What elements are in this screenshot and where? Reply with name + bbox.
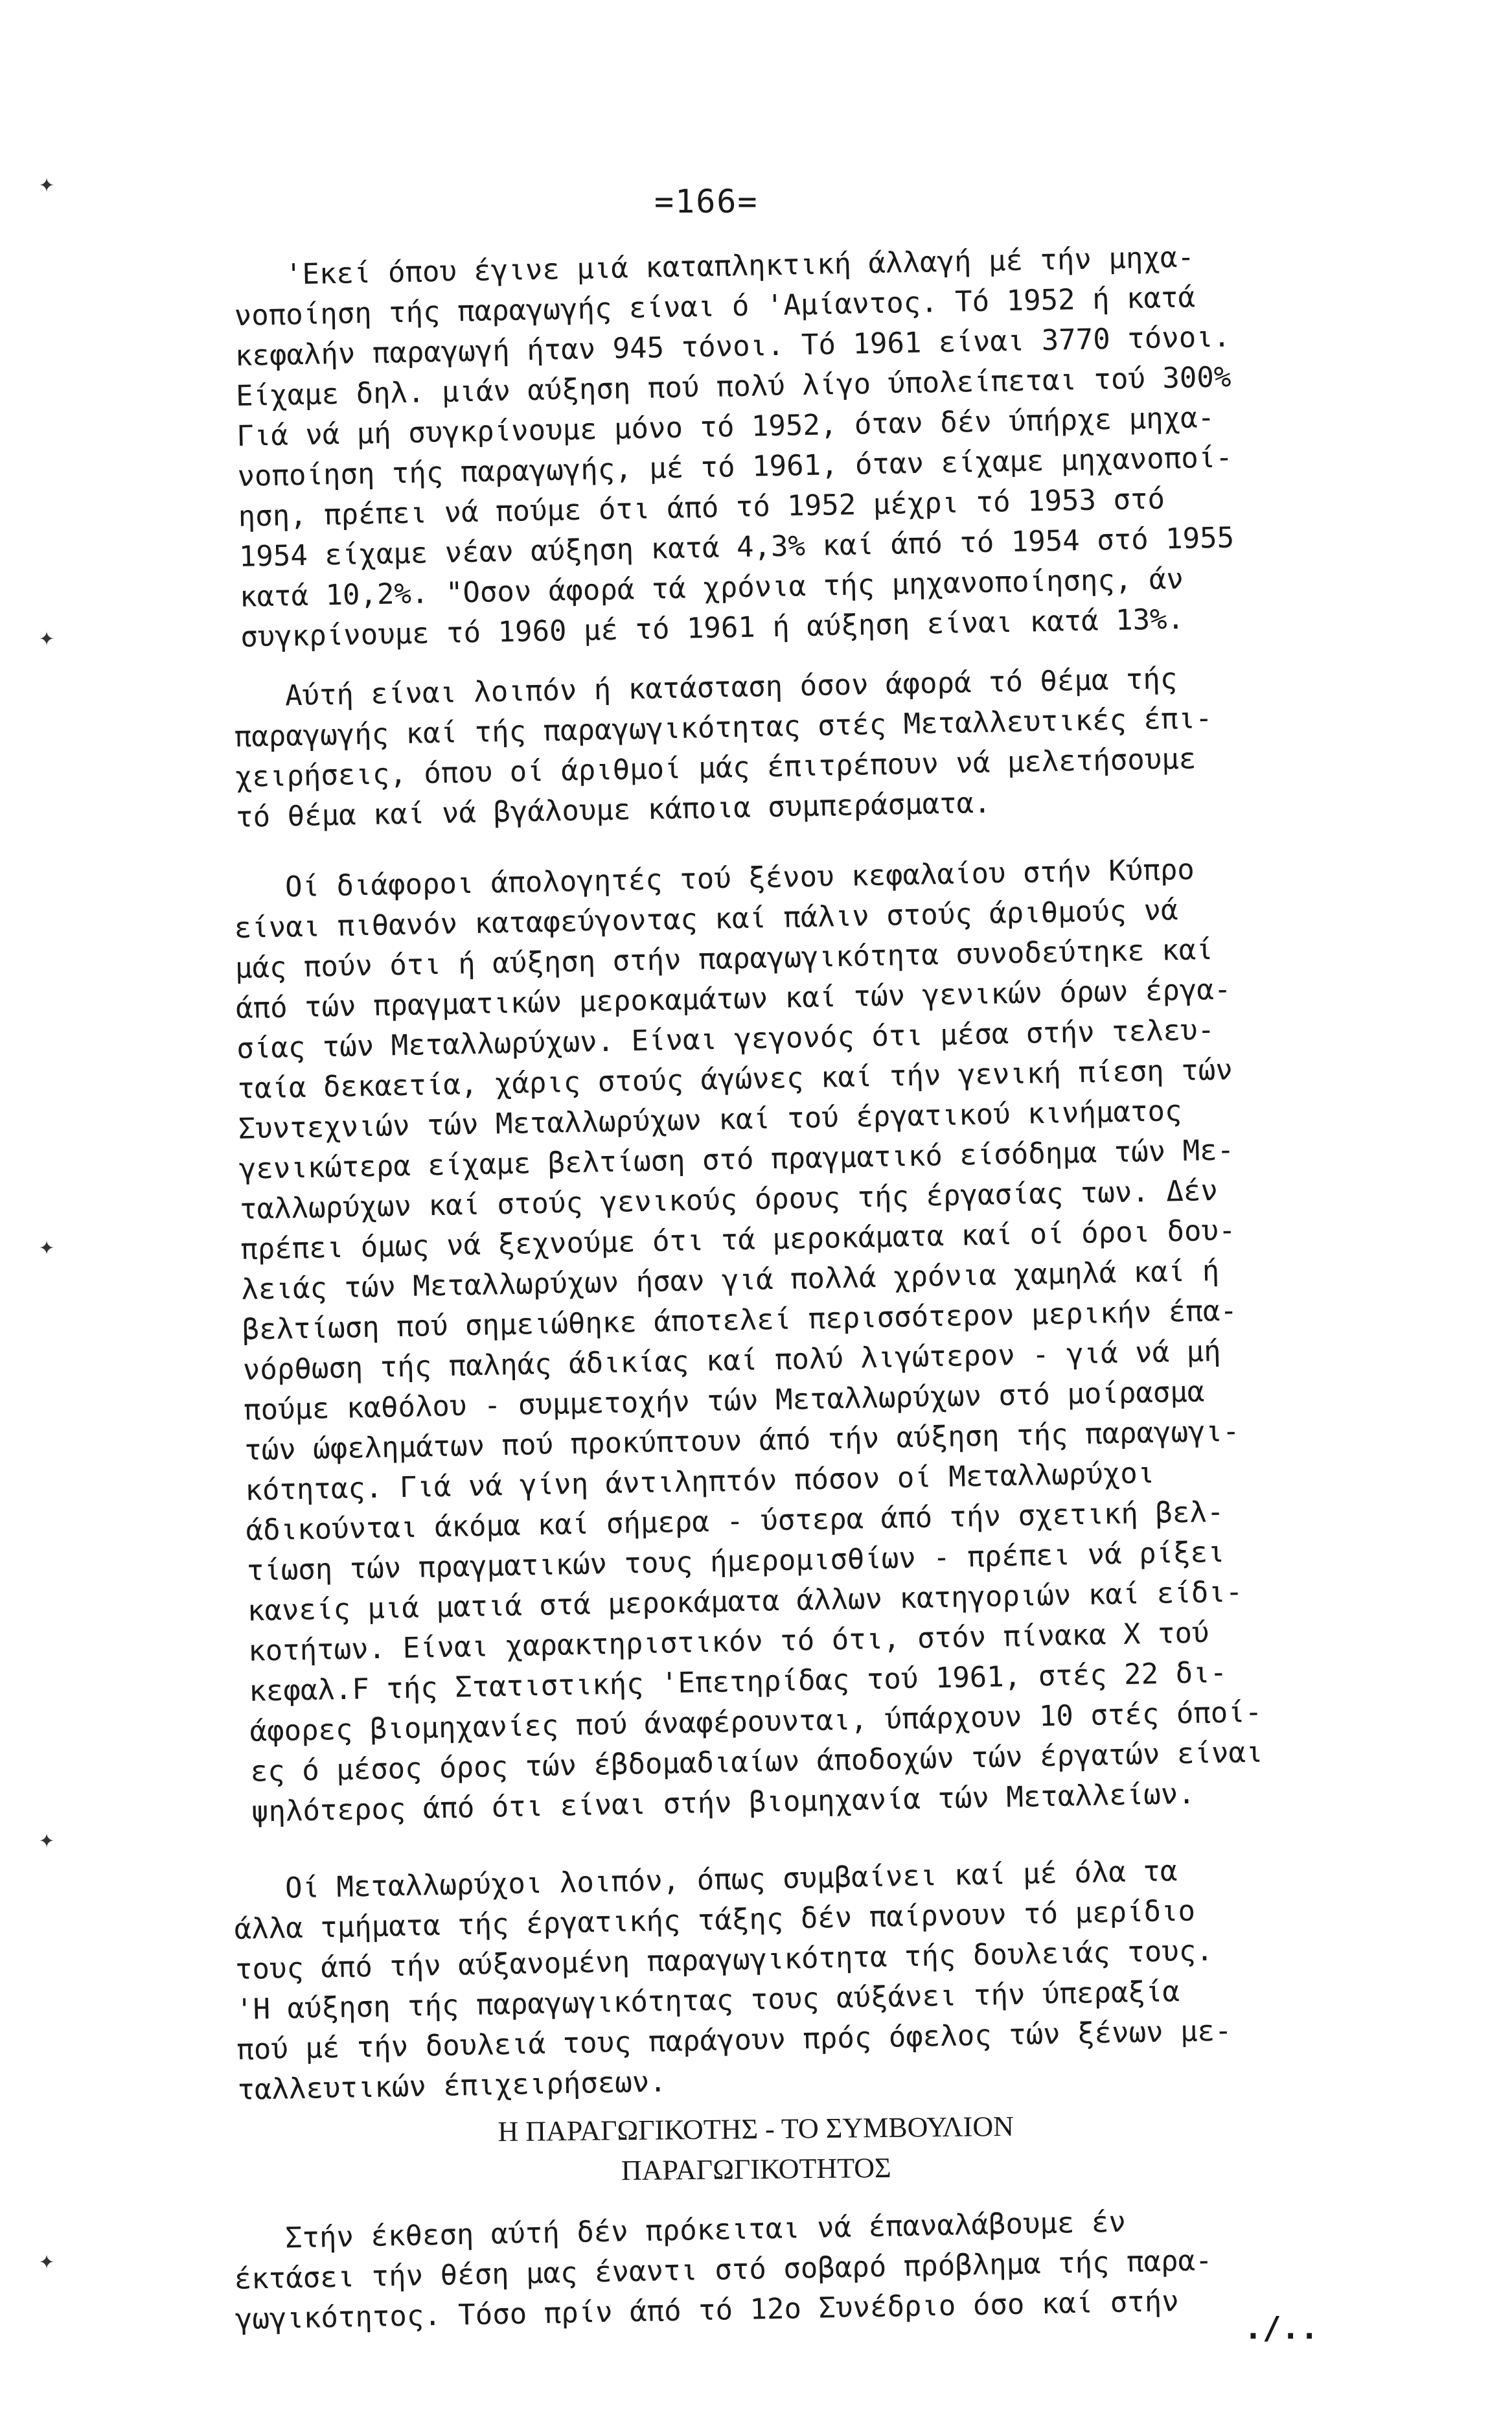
text-line: ταία δεκαετία, χάρις στούς άγώνες καί τήν γενική πίεση τών: [237, 1053, 1233, 1105]
text-line: νοποίηση τής παραγωγής, μέ τό 1961, όταν είχαμε μηχανοποί-: [237, 441, 1233, 493]
text-line: ες ό μέσος όρος τών έβδομαδιαίων άποδοχών τών έργατών είναι: [250, 1735, 1263, 1788]
text-line: πού μέ τήν δουλειά τους παράγουν πρός όφελος τών ξένων με-: [236, 2014, 1232, 2066]
text-line: ψηλότερος άπό ότι είναι στήν βιομηχανία τών Μεταλλείων.: [251, 1777, 1196, 1829]
paragraph-summary: [233, 654, 1428, 838]
text-line: βελτίωση πού σημειώθηκε άποτελεί περισσότερον μερικήν έπα-: [242, 1294, 1238, 1347]
text-line: έκτάσει τήν θέση μας έναντι στό σοβαρό πρόβλημα τής παρα-: [234, 2244, 1213, 2296]
text-line: Οί διάφοροι άπολογητές τού ξένου κεφαλαίου στήν Κύπρο: [233, 853, 1195, 905]
text-line: κατά 10,2%. "Οσον άφορά τά χρόνια τής μηχανοποίησης, άν: [239, 562, 1184, 614]
text-line: χειρήσεις, όπου οί άριθμοί μάς έπιτρέπουν νά μελετήσουμε: [235, 742, 1197, 794]
paragraph-miners: [233, 1847, 1430, 2111]
text-line: Είχαμε δηλ. μιάν αύξηση πού πολύ λίγο ύπολείπεται τού 300%: [235, 360, 1231, 413]
text-line: είναι πιθανόν καταφεύγοντας καί πάλιν στούς άριθμούς νά: [234, 894, 1178, 945]
margin-mark-icon: ✦: [39, 2245, 55, 2275]
text-line: ταλλωρύχων καί στούς γενικούς όρους τής έργασίας των. Δέν: [239, 1174, 1219, 1226]
section-heading-line-2: ΠΑΡΑΓΩΓΙΚΟΤΗΤΟΣ: [621, 2151, 891, 2187]
text-line: Συντεχνιών τών Μεταλλωρύχων καί τού έργατικού κινήματος: [238, 1094, 1182, 1146]
text-line: κανείς μιά ματιά στά μεροκάματα άλλων κατηγοριών καί είδι-: [247, 1575, 1243, 1628]
text-line: νόρθωση τής παληάς άδικίας καί πολύ λιγώτερον - γιά νά μή: [242, 1334, 1222, 1387]
margin-mark-icon: ✦: [39, 1231, 55, 1261]
text-line: άφορες βιομηχανίες πού άναφέρουνται, ύπάρχουν 10 στές όποί-: [249, 1695, 1263, 1748]
section-heading: [0, 2101, 1512, 2197]
section-heading-line-1: Η ΠΑΡΑΓΩΓΙΚΟΤΗΣ - ΤΟ ΣΥΜΒΟΥΛΙΟΝ: [498, 2110, 1014, 2148]
text-line: άπό τών πραγματικών μεροκαμάτων καί τών γενικών όρων έργα-: [235, 973, 1231, 1025]
text-line: τών ώφελημάτων πού προκύπτουν άπό τήν αύξηση τής παραγωγι-: [244, 1415, 1240, 1467]
text-line: ταλλευτικών έπιχειρήσεων.: [237, 2065, 667, 2107]
text-line: άλλα τμήματα τής έργατικής τάξης δέν παίρνουν τό μερίδιο: [234, 1894, 1196, 1946]
text-line: παραγωγής καί τής παραγωγικότητας στές Μεταλλευτικές έπι-: [234, 702, 1213, 754]
text-line: Οί Μεταλλωρύχοι λοιπόν, όπως συμβαίνει καί μέ όλα τα: [233, 1855, 1178, 1906]
text-line: Αύτή είναι λοιπόν ή κατάσταση όσον άφορά τό θέμα τής: [233, 662, 1178, 713]
text-line: Γιά νά μή συγκρίνουμε μόνο τό 1952, όταν δέν ύπήρχε μηχα-: [236, 400, 1215, 453]
paragraph-apologists: [233, 846, 1443, 1833]
text-line: τους άπό τήν αύξανομένη παραγωγικότητα τής δουλειάς τους.: [235, 1934, 1214, 1986]
text-line: τίωση τών πραγματικών τους ήμερομισθίων - πρέπει νά ρίξει: [246, 1535, 1225, 1588]
text-line: συγκρίνουμε τό 1960 μέ τό 1961 ή αύξηση είναι κατά 13%.: [240, 602, 1185, 654]
margin-mark-icon: ✦: [39, 168, 55, 198]
text-line: κεφαλήν παραγωγή ήταν 945 τόνοι. Τό 1961 είναι 3770 τόνοι.: [235, 320, 1231, 373]
paragraph-amiantos: [233, 233, 1433, 658]
text-line: κεφαλ.F τής Στατιστικής 'Επετηρίδας τού 1961, στές 22 δι-: [248, 1656, 1228, 1708]
text-line: 'Εκεί όπου έγινε μιά καταπληκτική άλλαγή μέ τήν μηχα-: [233, 240, 1195, 292]
margin-mark-icon: ✦: [39, 622, 55, 652]
text-line: γωγικότητος. Τόσο πρίν άπό τό 12ο Συνέδριο όσο καί στήν: [235, 2285, 1180, 2336]
text-line: σίας τών Μεταλλωρύχων. Είναι γεγονός ότι μέσα στήν τελευ-: [236, 1013, 1215, 1065]
text-line: λειάς τών Μεταλλωρύχων ήσαν γιά πολλά χρόνια χαμηλά καί ή: [240, 1254, 1220, 1306]
margin-mark-icon: ✦: [39, 1824, 55, 1854]
text-line: 1954 είχαμε νέαν αύξηση κατά 4,3% καί άπό τό 1954 στό 1955: [238, 521, 1235, 573]
text-line: πρέπει όμως νά ξεχνούμε ότι τά μεροκάματα καί οί όροι δου-: [240, 1214, 1236, 1266]
text-line: νοποίηση τής παραγωγής είναι ό 'Αμίαντος. Τό 1952 ή κατά: [234, 281, 1196, 332]
page-number: =166=: [654, 183, 759, 220]
text-line: κότητας. Γιά νά γίνη άντιληπτόν πόσον οί Μεταλλωρύχοι: [244, 1456, 1155, 1507]
text-line: κοτήτων. Είναι χαρακτηριστικόν τό ότι, στόν πίνακα Χ τού: [247, 1616, 1209, 1668]
text-line: γενικώτερα είχαμε βελτίωση στό πραγματικό είσόδημα τών Με-: [238, 1133, 1235, 1186]
text-line: μάς πούν ότι ή αύξηση στήν παραγωγικότητα συνοδεύτηκε καί: [235, 932, 1214, 985]
text-line: άδικούνται άκόμα καί σήμερα - ύστερα άπό τήν σχετική βελ-: [246, 1495, 1224, 1547]
text-line: 'Η αύξηση τής παραγωγικότητας τους αύξάνει τήν ύπεραξία: [235, 1974, 1180, 2026]
text-line: Στήν έκθεση αύτή δέν πρόκειται νά έπαναλάβουμε έν: [233, 2205, 1127, 2256]
text-line: πούμε καθόλου - συμμετοχήν τών Μεταλλωρύχων στό μοίρασμα: [243, 1375, 1205, 1427]
text-line: τό θέμα καί νά βγάλουμε κάποια συμπεράσματα.: [235, 786, 992, 834]
text-line: ηση, πρέπει νά πούμε ότι άπό τό 1952 μέχρι τό 1953 στό: [238, 482, 1165, 533]
continuation-mark: ./..: [1244, 2310, 1319, 2346]
